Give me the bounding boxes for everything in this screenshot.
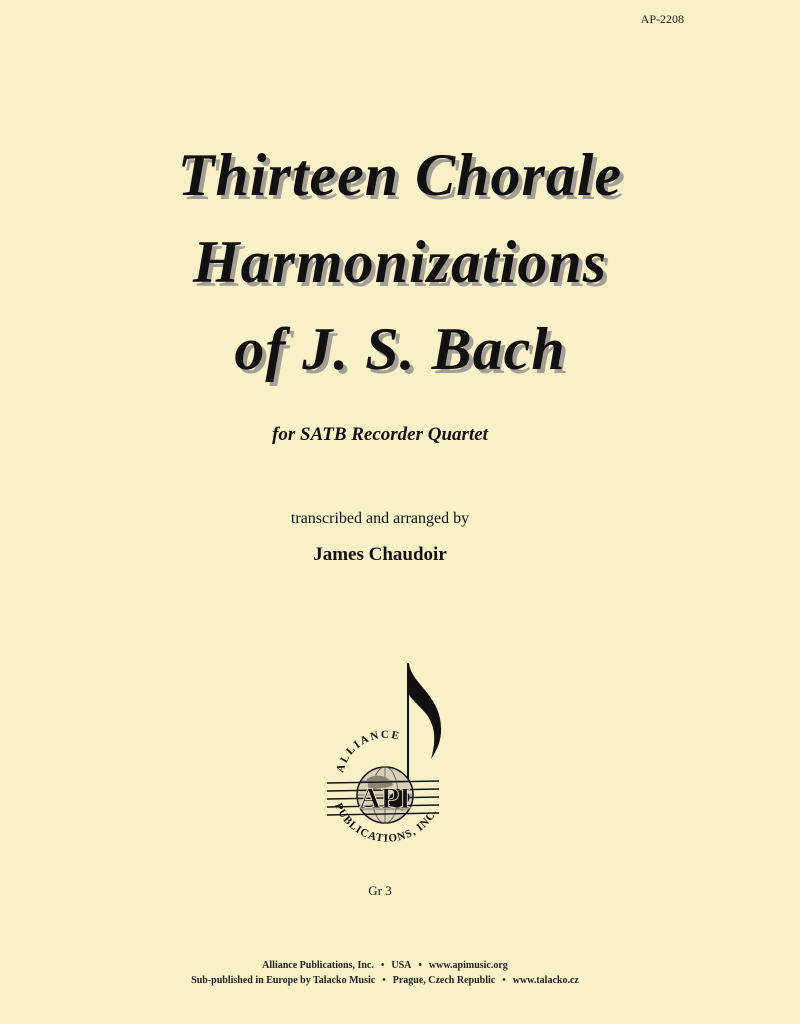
footer-separator: • (380, 960, 385, 971)
catalog-number: AP-2208 (640, 12, 684, 26)
subpublisher-website: www.talacko.cz (512, 975, 579, 986)
subpublisher-name: Sub-published in Europe by Talacko Music (191, 975, 376, 986)
grade-level: Gr 3 (368, 883, 392, 898)
footer (0, 958, 770, 988)
title-line-3: of J. S. Bach (234, 316, 566, 382)
publisher-logo (315, 655, 465, 865)
footer-separator: • (382, 975, 386, 986)
logo-top-text: ALLIANCE (334, 728, 402, 774)
publisher-website: www.apimusic.org (428, 960, 508, 971)
title-block (0, 132, 800, 393)
publisher-country: USA (391, 960, 412, 971)
logo-bottom-text: PUBLICATIONS, INC. (332, 801, 441, 845)
footer-separator: • (418, 960, 422, 971)
logo-center-text: API (359, 782, 411, 815)
footer-separator: • (502, 975, 506, 986)
footer-line-2 (0, 973, 770, 988)
title-line-2: Harmonizations (192, 229, 608, 295)
publisher-name: Alliance Publications, Inc. (262, 960, 374, 971)
subpublisher-location: Prague, Czech Republic (392, 975, 496, 986)
title-line-1: Thirteen Chorale (177, 142, 623, 208)
subtitle: for SATB Recorder Quartet (272, 424, 488, 445)
footer-line-1 (0, 958, 770, 973)
arranger-name: James Chaudoir (313, 544, 447, 565)
credit-label: transcribed and arranged by (290, 510, 470, 527)
music-note-flag (409, 663, 441, 759)
